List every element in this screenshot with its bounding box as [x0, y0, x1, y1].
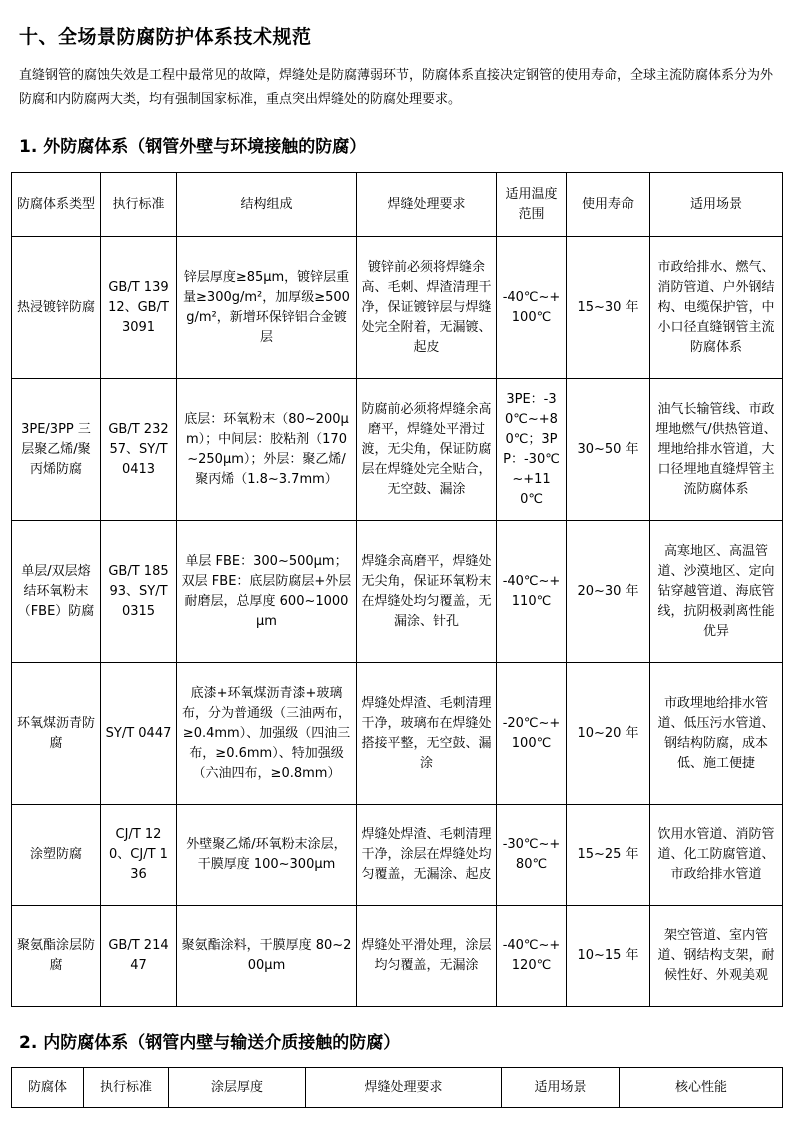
- table-cell: 10~20 年: [567, 663, 650, 805]
- table-cell: 3PE：-30℃~+80℃；3PP：-30℃~+110℃: [497, 379, 567, 521]
- table-cell: 焊缝处焊渣、毛刺清理干净，玻璃布在焊缝处搭接平整，无空鼓、漏涂: [357, 663, 497, 805]
- table-cell: GB/T 18593、SY/T 0315: [101, 521, 177, 663]
- table-cell: SY/T 0447: [101, 663, 177, 805]
- table-header-row: [12, 173, 783, 237]
- column-header: 防腐体系类型: [12, 173, 101, 237]
- table-cell: 油气长输管线、市政埋地燃气/供热管道、埋地给排水管道，大口径埋地直缝焊管主流防腐体系: [650, 379, 783, 521]
- table-cell: 市政给排水、燃气、消防管道、户外钢结构、电缆保护管，中小口径直缝钢管主流防腐体系: [650, 237, 783, 379]
- table-cell: 饮用水管道、消防管道、化工防腐管道、市政给排水管道: [650, 805, 783, 906]
- column-header: 核心性能: [620, 1068, 783, 1108]
- column-header: 焊缝处理要求: [306, 1068, 502, 1108]
- table-cell: 20~30 年: [567, 521, 650, 663]
- table-cell: 外壁聚乙烯/环氧粉末涂层，干膜厚度 100~300μm: [177, 805, 357, 906]
- table-cell: 底层：环氧粉末（80~200μm）；中间层：胶粘剂（170~250μm）；外层：聚乙烯/聚丙烯（1.8~3.7mm）: [177, 379, 357, 521]
- table-cell: GB/T 21447: [101, 906, 177, 1007]
- table-cell: 焊缝处焊渣、毛刺清理干净，涂层在焊缝处均匀覆盖，无漏涂、起皮: [357, 805, 497, 906]
- table-cell: GB/T 13912、GB/T 3091: [101, 237, 177, 379]
- table-cell: 涂塑防腐: [12, 805, 101, 906]
- table-row: [12, 237, 783, 379]
- table-cell: GB/T 23257、SY/T 0413: [101, 379, 177, 521]
- table-cell: CJ/T 120、CJ/T 136: [101, 805, 177, 906]
- table-header-row: [12, 1068, 783, 1108]
- column-header: 防腐体: [12, 1068, 84, 1108]
- table-cell: 镀锌前必须将焊缝余高、毛刺、焊渣清理干净，保证镀锌层与焊缝处完全附着，无漏镀、起皮: [357, 237, 497, 379]
- column-header: 适用场景: [502, 1068, 620, 1108]
- column-header: 焊缝处理要求: [357, 173, 497, 237]
- outer-anticorrosion-table: [11, 172, 783, 1007]
- table-cell: 聚氨酯涂料，干膜厚度 80~200μm: [177, 906, 357, 1007]
- table-cell: 单层/双层熔结环氧粉末（FBE）防腐: [12, 521, 101, 663]
- table-cell: 环氧煤沥青防腐: [12, 663, 101, 805]
- table-cell: 底漆+环氧煤沥青漆+玻璃布，分为普通级（三油两布，≥0.4mm）、加强级（四油三布，≥0.6mm）、特加强级（六油四布，≥0.8mm）: [177, 663, 357, 805]
- table-row: [12, 521, 783, 663]
- column-header: 适用场景: [650, 173, 783, 237]
- table-cell: -30℃~+80℃: [497, 805, 567, 906]
- column-header: 涂层厚度: [169, 1068, 306, 1108]
- column-header: 执行标准: [84, 1068, 169, 1108]
- table-cell: 焊缝处平滑处理，涂层均匀覆盖，无漏涂: [357, 906, 497, 1007]
- intro-paragraph: 直缝钢管的腐蚀失效是工程中最常见的故障，焊缝处是防腐薄弱环节，防腐体系直接决定钢管的使用寿命，全球主流防腐体系分为外防腐和内防腐两大类，均有强制国家标准，重点突出焊缝处的防腐处理要求。: [19, 68, 774, 107]
- column-header: 适用温度范围: [497, 173, 567, 237]
- table-row: [12, 663, 783, 805]
- table-cell: -40℃~+120℃: [497, 906, 567, 1007]
- page-title: 十、全场景防腐防护体系技术规范: [19, 26, 312, 48]
- table-cell: 防腐前必须将焊缝余高磨平，焊缝处平滑过渡，无尖角，保证防腐层在焊缝处完全贴合，无空鼓、漏涂: [357, 379, 497, 521]
- table-cell: 热浸镀锌防腐: [12, 237, 101, 379]
- inner-section-heading: 2. 内防腐体系（钢管内壁与输送介质接触的防腐）: [19, 1033, 401, 1053]
- table-cell: 30~50 年: [567, 379, 650, 521]
- table-cell: 15~25 年: [567, 805, 650, 906]
- table-cell: 聚氨酯涂层防腐: [12, 906, 101, 1007]
- table-row: [12, 379, 783, 521]
- table-cell: -20℃~+100℃: [497, 663, 567, 805]
- table-cell: 锌层厚度≥85μm，镀锌层重量≥300g/m²，加厚级≥500g/m²，新增环保锌铝合金镀层: [177, 237, 357, 379]
- table-cell: -40℃~+110℃: [497, 521, 567, 663]
- table-cell: 单层 FBE：300~500μm；双层 FBE：底层防腐层+外层耐磨层，总厚度 600~1000μm: [177, 521, 357, 663]
- table-row: [12, 906, 783, 1007]
- table-cell: 3PE/3PP 三层聚乙烯/聚丙烯防腐: [12, 379, 101, 521]
- table-row: [12, 805, 783, 906]
- table-cell: 市政埋地给排水管道、低压污水管道、钢结构防腐，成本低、施工便捷: [650, 663, 783, 805]
- table-cell: 架空管道、室内管道、钢结构支架，耐候性好、外观美观: [650, 906, 783, 1007]
- column-header: 执行标准: [101, 173, 177, 237]
- outer-section-heading: 1. 外防腐体系（钢管外壁与环境接触的防腐）: [19, 137, 367, 157]
- column-header: 结构组成: [177, 173, 357, 237]
- column-header: 使用寿命: [567, 173, 650, 237]
- table-cell: 10~15 年: [567, 906, 650, 1007]
- table-cell: -40℃~+100℃: [497, 237, 567, 379]
- table-cell: 15~30 年: [567, 237, 650, 379]
- table-cell: 焊缝余高磨平，焊缝处无尖角，保证环氧粉末在焊缝处均匀覆盖，无漏涂、针孔: [357, 521, 497, 663]
- table-cell: 高寒地区、高温管道、沙漠地区、定向钻穿越管道、海底管线，抗阴极剥离性能优异: [650, 521, 783, 663]
- inner-anticorrosion-table: [11, 1067, 783, 1108]
